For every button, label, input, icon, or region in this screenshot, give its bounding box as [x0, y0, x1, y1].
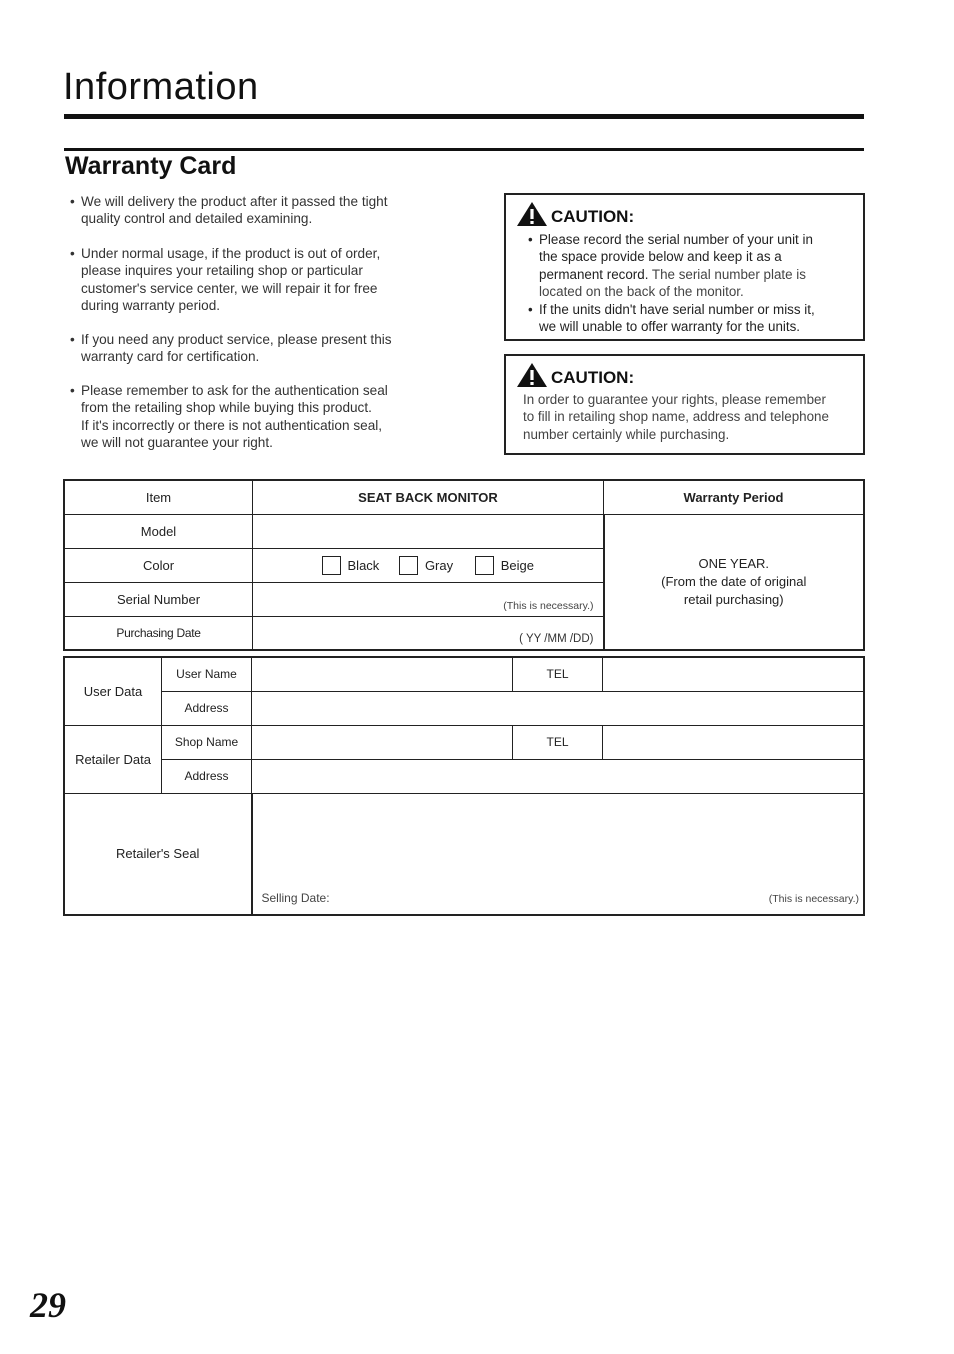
user-name-label: User Name	[162, 657, 252, 691]
page-title: Information	[63, 66, 259, 108]
intro-bullet-1: • We will delivery the product after it passed the tight quality control and detailed examining.	[70, 194, 388, 227]
user-data-label: User Data	[64, 657, 162, 725]
selling-date-label: Selling Date:	[261, 891, 330, 905]
intro-bullet-2: • Under normal usage, if the product is out of order, please inquires your retailing shop or particular customer's service center, we will repair it for free during warranty period.	[70, 246, 381, 314]
user-address-field[interactable]	[252, 691, 865, 725]
product-name: SEAT BACK MONITOR	[253, 480, 604, 514]
caution-heading: CAUTION:	[516, 362, 634, 388]
caution-box-rights: CAUTION: In order to guarantee your rights, please remember to fill in retailing shop name, address and telephone number certainly while purchasing.	[504, 354, 865, 455]
user-address-label: Address	[162, 691, 252, 725]
purchase-format: ( YY /MM /DD)	[519, 633, 594, 645]
warranty-label: Warranty Period	[604, 480, 865, 514]
section-rule	[64, 148, 864, 151]
shop-name-field[interactable]	[252, 725, 513, 759]
warning-icon	[516, 201, 548, 227]
customer-table	[63, 656, 865, 916]
shop-address-label: Address	[162, 759, 252, 793]
model-label: Model	[64, 514, 253, 548]
user-tel-field[interactable]	[603, 657, 865, 691]
shop-name-label: Shop Name	[162, 725, 252, 759]
retailer-data-label: Retailer Data	[64, 725, 162, 793]
title-rule	[64, 114, 864, 119]
serial-field[interactable]	[253, 582, 604, 616]
user-tel-label: TEL	[513, 657, 603, 691]
retailer-seal-label: Retailer's Seal	[64, 793, 252, 915]
retailer-seal-field[interactable]	[252, 793, 865, 915]
caution-heading: CAUTION:	[516, 201, 634, 227]
serial-note: (This is necessary.)	[503, 599, 594, 612]
warning-icon	[516, 362, 548, 388]
shop-address-field[interactable]	[252, 759, 865, 793]
purchase-label: Purchasing Date	[64, 616, 253, 650]
warranty-period: ONE YEAR. (From the date of original retail purchasing)	[604, 514, 865, 650]
intro-bullet-3: • If you need any product service, please present this warranty card for certification.	[70, 332, 392, 365]
caution-box-serial	[504, 193, 865, 341]
color-checkbox-black[interactable]	[322, 556, 341, 575]
model-field[interactable]	[253, 514, 604, 548]
color-options: Black Gray Beige	[253, 548, 604, 582]
user-name-field[interactable]	[252, 657, 513, 691]
item-label: Item	[64, 480, 253, 514]
purchase-date-field[interactable]	[253, 616, 604, 650]
page-number: 29	[30, 1285, 66, 1325]
section-title: Warranty Card	[65, 152, 237, 180]
color-checkbox-gray[interactable]	[399, 556, 418, 575]
seal-necessary-note: (This is necessary.)	[768, 893, 859, 905]
serial-label: Serial Number	[64, 582, 253, 616]
color-label: Color	[64, 548, 253, 582]
intro-bullet-4: • Please remember to ask for the authentication seal from the retailing shop while buying this product. If it's incorrectly or there is not authentication seal, we will not guarantee your right.	[70, 383, 388, 451]
product-table	[63, 479, 865, 651]
shop-tel-label: TEL	[513, 725, 603, 759]
caution-item: • If the units didn't have serial number or miss it, we will unable to offer warranty for the units.	[528, 301, 815, 335]
caution-item: • Please record the serial number of your unit in the space provide below and keep it as a permanent record. The serial number plate is located on the back of the monitor.	[528, 232, 813, 300]
shop-tel-field[interactable]	[603, 725, 865, 759]
color-checkbox-beige[interactable]	[475, 556, 494, 575]
